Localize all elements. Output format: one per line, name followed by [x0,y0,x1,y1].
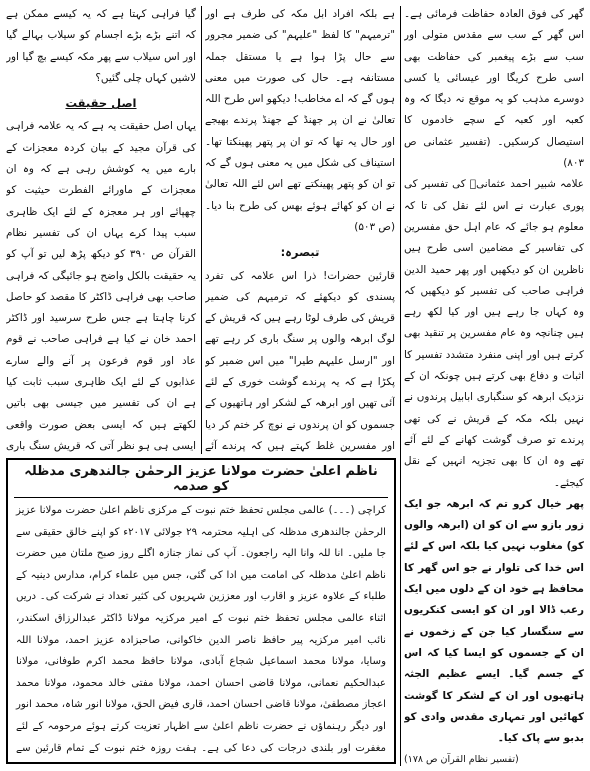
notice-body: کراچی (۔۔۔) عالمی مجلس تحفظ ختم نبوت کے مرکزی ناظم اعلیٰ حضرت مولانا عزیز الرحمٰن جالندھری مدظلہ کی اہلیہ محترمہ ۲۹ جولائی ۲۰۱۷ء کو اپنے خالق حقیقی سے جا ملیں۔ انا للہ وانا الیہ راجعون۔ آپ کی نماز جنازہ اگلے روز صبح ملتان میں حضرت ناظم اعلیٰ مدظلہ کی امامت میں ادا کی گئی، جس میں علماء کرام، مدارس دینیہ کے طلباء کے علاوہ عزیز و اقارب اور معززین شہریوں کی کثیر تعداد نے شرکت کی۔ دریں اثناء عالمی مجلس تحفظ ختم نبوت کے امیر مرکزیہ مولانا ڈاکٹر عبدالرزاق اسکندر، نائب امیر مرکزیہ پیر حافظ ناصر الدین خاکوانی، صاحبزادہ عزیز احمد، مولانا اللہ وسایا، مولانا محمد اسماعیل شجاع آبادی، مولانا حافظ محمد اکرم طوفانی، مولانا عبدالحکیم نعمانی، مولانا قاضی احسان احمد، مولانا مفتی خالد محمود، مولانا محمد اعجاز مصطفیٰ، مولانا قاضی احسان احمد، قاری فیض الحق، مولانا انور شاہ، محمد انور اور دیگر رہنماؤں نے حضرت ناظم اعلیٰ سے اظہار تعزیت کرتے ہوئے مرحومہ کے لئے مغفرت اور بلندی درجات کی دعا کی ہے۔ ہفت روزہ ختم نبوت کے تمام قارئین سے [16,505,386,754]
quoted-paragraph: پھر خیال کرو تم کہ ابرھہ جو ایک زور بازو سے ان کو ان (ابرھہ والوں کو) مغلوب نہیں کیا بلکہ اس کے لئے اس خدا کی تلوار نے جو اس گھر کا محافظ ہے خود ان کے دلوں میں ایک رعب ڈالا اور ان کو ایسی کنکریوں سے سنگسار کیا جن کے زخموں نے ان کے جسموں کو ایسا کیا کہ اس کے جسم گیا۔ ایسے عظیم الجثہ ہاتھیوں اور ان کے لشکر کا گوشت کھائیں اور تمہاری مقدس وادی کو بدبو سے پاک کیا۔ [404,497,584,745]
article-column-left [6,4,196,454]
article-paragraph: قارئین حضرات! ذرا اس علامہ کی تفرد پسندی کو دیکھئے کہ ترمیہم کی ضمیر قریش کی طرف لوٹا رہے ہیں کہ قریش کے لوگ ابرھہ والوں پر سنگ باری کر رہے تھے اور "ارسل علیہم طیرا" میں اس ضمیر کو پکڑا ہے کہ یہ پرندے گوشت خوری کے لئے آئی تھیں اور ابرھہ کے لشکر اور ہاتھیوں کے جسموں کو ان پرندوں نے نوچ کر ختم کر دیا اور مفسرین غلط کہتے ہیں کہ پرندے آئے [205,269,395,452]
article-paragraph: گیا فراہی کہتا ہے کہ یہ کیسے ممکن ہے کہ اتنے بڑے بڑے اجسام کو سیلاب بہالے گیا اور اس سیلاب سے پھر مکہ کیسے بچ گیا اور لاشیں کہاں چلی گئیں؟ [6,8,196,84]
notice-title: ناظم اعلیٰ حضرت مولانا عزیز الرحمٰن جالندھری مدظلہ کو صدمہ [14,460,388,498]
article-paragraph: ہے بلکہ افراد ابل مکہ کی طرف ہے اور "ترمیہم" کا لفظ "علیہم" کی ضمیر مجرور سے حال پڑا ہوا ہے یا مستقل جملہ مستانفہ ہے۔ حال کی صورت میں معنی ہوں گے کہ اے مخاطب! دیکھو اس طرح اللہ تعالیٰ نے ان پر جھنڈ کے جھنڈ پرندے بھیجے اور حال یہ تھا کہ تو ان پر پتھر پھینکتا تھا۔ استیناف کی شکل میں یہ معنی ہوں گے کہ تو ان کو پتھر پھینکتے تھے اس لئے اللہ تعالیٰ نے ان کو کھائے ہوئے بھس کی طرح بنا دیا۔ (ص ۵۰۳) [205,8,395,233]
section-heading: اصل حقیقت [65,96,137,111]
article-paragraph: گھر کی فوق العادہ حفاظت فرمائی ہے۔ اس گھر کے سب سے مقدس متولی اور سب سے بڑے پیغمبر کی حفاظت بھی اسی طرح کریگا اور عیسائی یا کسی دوسرے مذہب کو یہ موقع نہ دیگا کہ وہ کعبہ اور کعبہ کے سچے خادموں کا استیصال کرسکیں۔ (تفسیر عثمانی ص ۸۰۳) [404,8,584,170]
article-paragraph: علامہ شبیر احمد عثمانیؒ کی تفسیر کی پوری عبارت نے اس لئے نقل کی تا کہ معلوم ہو جائے کہ عام اہل حق مفسرین کی تفاسیر کے مضامین اسی طرح ہیں ناظرین ان کو دیکھیں اور پھر حمید الدین فراہی صاحب کی تفسیر کو دیکھیں کہ وہ کہاں جا رہے ہیں اور کیا لکھ رہے ہیں چنانچہ وہ عام مفسرین پر تنقید بھی کرتے ہیں اور اپنی منفرد متشدد تفسیر کا اثبات و دفاع بھی کرتے ہیں چونکہ ان کے نزدیک ابرھہ کو سنگباری ابابیل پرندوں نے نہیں بلکہ مکہ کے قریش نے کی تھی پرندے تو صرف گوشت کھانے کے لئے آئے تھے وہ ان کا بھی تجزیہ انہیں کے نقل کیجئے۔ [404,178,584,489]
citation: (تفسیر نظام القرآن ص ۱۷۸) [404,754,519,766]
article-column-middle [205,4,395,454]
column-divider-middle [201,6,202,454]
article-column-right [404,4,584,767]
section-heading: تبصرہ: [280,245,320,260]
article-paragraph: یہاں اصل حقیقت یہ ہے کہ یہ علامہ فراہی کی قرآن مجید کے بیان کردہ معجزات کے بارے میں یہ کوشش رہی ہے کہ وہ ان معجزات کے ماورائے الفطرت حیثیت کو چھپائے اور ہر معجزہ کے لئے ایک ظاہری سبب پیدا کرے یہاں ان کی تفسیر نظام القرآن ص ۳۹۰ کو دیکھ پڑھ لیں تو آپ کو یہ حقیقت بالکل واضح ہو جائیگی کہ فراہی صاحب بھی فراہی ڈاکٹر کا مقصد کو حاصل کرنا چاہتا ہے جس طرح سرسید اور ڈاکٹر احمد خان نے کیا ہے فراہی صاحب نے قوم عاد اور قوم فرعون پر آنے والے سارے عذابوں کے لئے ایک ظاہری سبب ثابت کیا ہے ان کی تفسیر میں جیسی بھی باتیں لکھتے ہیں کہ ایسی بعض صورت واقعی ایسی ہی ہو نظر آتی کہ قریش سنگ باری [6,120,196,452]
column-divider-right [400,6,401,766]
condolence-notice-box [6,458,396,764]
